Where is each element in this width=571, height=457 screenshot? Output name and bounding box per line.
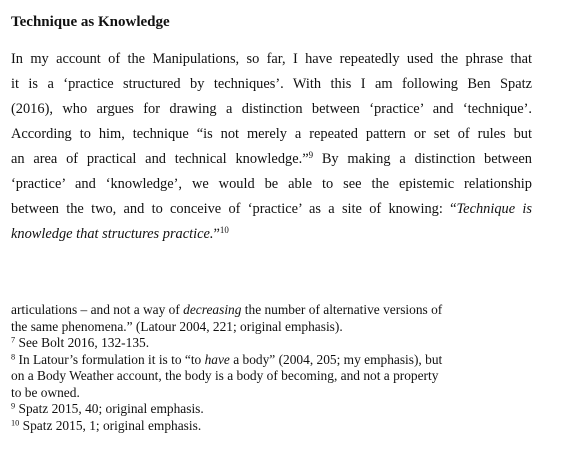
text-run: ‘practice’ and ‘knowledge’, we would be able to see the epistemic relationship: [11, 176, 532, 192]
footnote-9: [11, 401, 536, 418]
text-run: Spatz 2015, 1; original emphasis.: [19, 417, 202, 433]
paragraph-line: [11, 172, 532, 197]
text-run: In my account of the Manipulations, so far, I have repeatedly used the phrase that: [11, 51, 532, 67]
footnote-7: [11, 335, 536, 352]
emphasis-text: have: [204, 351, 230, 367]
paragraph-line: [11, 222, 532, 247]
footnotes: [11, 302, 536, 434]
paragraph-line: [11, 197, 532, 222]
text-run: By making a distinction between: [313, 151, 532, 167]
text-run: See Bolt 2016, 132-135.: [15, 335, 150, 350]
body-paragraph: [11, 47, 532, 247]
text-run: to be owned.: [11, 384, 80, 400]
footnote-line: [11, 368, 536, 385]
paragraph-line: [11, 72, 532, 97]
footnote-8: [11, 352, 536, 369]
footnote-marker: 9: [11, 401, 16, 411]
paragraph-line: [11, 97, 532, 122]
paragraph-line: [11, 147, 532, 172]
text-run: ”: [213, 226, 220, 242]
footnote-marker: 9: [308, 150, 314, 161]
footnote-line: [11, 302, 536, 319]
footnote-10: [11, 418, 536, 435]
footnote-marker: 8: [11, 351, 16, 361]
text-run: articulations – and not a way of: [11, 302, 184, 317]
text-run: on a Body Weather account, the body is a body of becoming, and not a property: [11, 368, 439, 383]
section-heading: Technique as Knowledge: [11, 14, 170, 30]
footnote-line: [11, 319, 536, 336]
text-run: the same phenomena.” (Latour 2004, 221; original emphasis).: [11, 318, 343, 334]
paragraph-line: [11, 122, 532, 147]
footnote-line: [11, 385, 536, 402]
footnote-marker: 10: [11, 417, 20, 427]
text-run: it is a ‘practice structured by techniques’. With this I am following Ben Spatz: [11, 76, 532, 92]
paragraph-line: [11, 47, 532, 72]
text-run: Spatz 2015, 40; original emphasis.: [15, 401, 204, 416]
footnote-marker: 7: [11, 335, 16, 345]
text-run: a body” (2004, 205; my emphasis), but: [229, 351, 443, 367]
emphasis-text: knowledge that structures practice.: [11, 226, 214, 242]
text-run: an area of practical and technical knowledge.”: [11, 151, 309, 167]
emphasis-text: decreasing: [183, 302, 242, 317]
text-run: According to him, technique “is not merely a repeated pattern or set of rules but: [11, 126, 532, 142]
text-run: In Latour’s formulation it is to “to: [15, 351, 205, 367]
emphasis-text: Technique is: [456, 201, 532, 217]
text-run: (2016), who argues for drawing a distinction between ‘practice’ and ‘technique’.: [11, 101, 532, 117]
text-run: the number of alternative versions of: [241, 302, 443, 317]
text-run: between the two, and to conceive of ‘practice’ as a site of knowing: “: [11, 201, 457, 217]
footnote-marker: 10: [219, 225, 229, 236]
